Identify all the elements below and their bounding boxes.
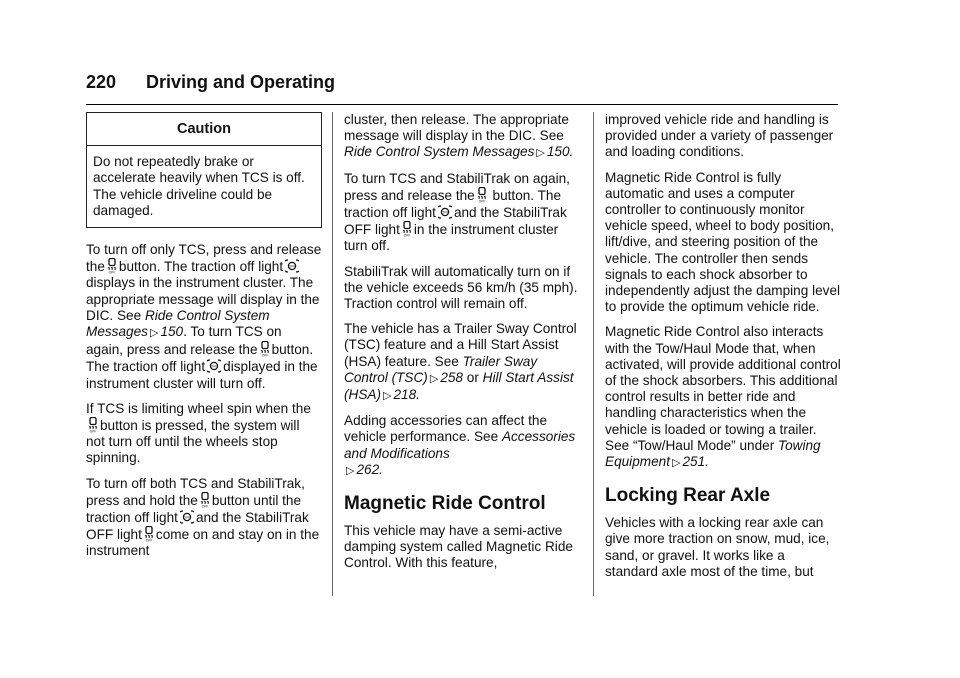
- stabilitrak-off-light-icon: [402, 221, 412, 237]
- text: or: [466, 369, 479, 385]
- page-reference[interactable]: 258: [440, 369, 463, 385]
- caution-title: Caution: [87, 113, 321, 146]
- section-heading-magnetic-ride-control: Magnetic Ride Control: [344, 493, 546, 515]
- right-triangle-icon: ▷: [429, 372, 439, 385]
- svg-text:OFF: OFF: [108, 270, 116, 275]
- svg-text:OFF: OFF: [201, 504, 209, 508]
- svg-text:OFF: OFF: [478, 199, 486, 203]
- text: If TCS is limiting wheel spin when the: [86, 400, 311, 416]
- page-reference[interactable]: 150: [546, 144, 570, 160]
- text: To turn off only TCS, press and release the: [86, 242, 322, 275]
- paragraph: Adding accessories can affect the vehicle performance. See Accessories and Modifications ▷ 262.: [344, 413, 576, 477]
- paragraph: [86, 476, 322, 560]
- traction-off-light-icon: [285, 258, 299, 274]
- svg-text:OFF: OFF: [210, 365, 218, 370]
- paragraph: improved vehicle ride and handling is provided under a variety of passenger and loading conditions.: [605, 112, 834, 160]
- page-reference[interactable]: 262: [356, 461, 380, 477]
- paragraph: The vehicle has a Trailer Sway Control (TSC) feature and a Hill Start Assist (HSA) feature. See Trailer Sway Control (TSC) ▷ 258 or Hill Start Assist (HSA) ▷ 218.: [344, 321, 577, 403]
- caution-box: [86, 112, 322, 228]
- traction-off-light-icon: [180, 509, 194, 525]
- stabilitrak-off-button-icon: [107, 258, 117, 274]
- cross-reference-link[interactable]: Ride Control System Messages: [86, 307, 270, 340]
- text: To turn off both TCS and StabiliTrak, press and hold the: [86, 475, 305, 508]
- text: button. The traction off light: [86, 342, 314, 375]
- page-reference[interactable]: 251: [682, 454, 706, 470]
- column-1: [86, 112, 322, 569]
- text: in the instrument cluster turn off.: [344, 222, 559, 254]
- stabilitrak-off-button-icon: [477, 187, 487, 203]
- text: and the StabiliTrak OFF light: [344, 205, 567, 238]
- text: button. The traction off light: [344, 187, 562, 221]
- column-3: [605, 112, 841, 589]
- paragraph: Magnetic Ride Control is fully automatic and uses a computer controller to continuously monitor vehicle speed, wheel to body position, lift/dive, and steering position of the vehicle. The controller then sends signals to each shock absorber to independently adjust the damping level to provide the optimum vehicle ride.: [605, 169, 841, 315]
- paragraph: [344, 171, 580, 255]
- text: Adding accessories can affect the vehicle performance. See: [344, 413, 548, 445]
- text: To turn TCS and StabiliTrak on again, press and release the: [344, 170, 570, 203]
- paragraph: [86, 401, 322, 467]
- column-2: [344, 112, 580, 581]
- text: cluster, then release. The appropriate message will display in the DIC. See: [344, 112, 569, 144]
- page-reference[interactable]: 150: [160, 324, 184, 340]
- traction-off-light-icon: [207, 358, 221, 374]
- cross-reference-link[interactable]: Hill Start Assist (HSA): [344, 369, 574, 403]
- column-divider: [593, 112, 594, 596]
- text: and the StabiliTrak OFF light: [86, 510, 309, 543]
- svg-text:OFF: OFF: [183, 515, 191, 520]
- cross-reference-link[interactable]: Trailer Sway Control (TSC): [344, 353, 538, 385]
- svg-text:OFF: OFF: [403, 233, 411, 238]
- right-triangle-icon: ▷: [149, 327, 159, 340]
- text: button is pressed, the system will not turn off until the wheels stop spinning.: [86, 418, 300, 466]
- stabilitrak-off-light-icon: [144, 526, 154, 542]
- svg-text:OFF: OFF: [288, 264, 296, 269]
- paragraph: Vehicles with a locking rear axle can give more traction on snow, mud, ice, sand, or gravel. It works like a standard axle most of the time, but: [605, 515, 830, 579]
- paragraph: [86, 242, 322, 392]
- svg-text:OFF: OFF: [89, 429, 97, 434]
- cross-reference-link[interactable]: Ride Control System Messages: [344, 144, 535, 160]
- text: displayed in the instrument cluster will turn off.: [86, 359, 318, 391]
- right-triangle-icon: ▷: [536, 147, 545, 160]
- page-header: [86, 70, 838, 105]
- stabilitrak-off-button-icon: [88, 417, 98, 433]
- page-reference[interactable]: 218: [393, 387, 417, 403]
- paragraph: StabiliTrak will automatically turn on if the vehicle exceeds 56 km/h (35 mph). Traction control will remain off.: [344, 263, 578, 312]
- column-divider: [332, 112, 333, 596]
- text: come on and stay on in the instrument: [86, 527, 320, 559]
- section-heading-locking-rear-axle: Locking Rear Axle: [605, 485, 771, 507]
- svg-text:OFF: OFF: [145, 538, 153, 543]
- stabilitrak-off-button-icon: [200, 492, 210, 508]
- cross-reference-link[interactable]: Accessories and Modifications: [344, 429, 576, 461]
- text: displays in the instrument cluster. The appropriate message will display in the DIC. See: [86, 275, 320, 323]
- text: . To turn TCS on again, press and release the: [86, 324, 282, 358]
- traction-off-light-icon: [438, 204, 452, 220]
- text: The vehicle has a Trailer Sway Control (TSC) feature and a Hill Start Assist (HSA) feature. See: [344, 321, 577, 369]
- svg-text:OFF: OFF: [441, 210, 449, 215]
- cross-reference-link[interactable]: Towing Equipment: [605, 437, 821, 470]
- paragraph: Magnetic Ride Control also interacts with the Tow/Haul Mode that, when activated, will provide additional control of the shock absorbers. This additional control results in better ride and handling characteristics when the vehicle is loaded or towing a trailer. See “Tow/Haul Mode” under Towing Equipment ▷ 251.: [605, 324, 841, 470]
- stabilitrak-off-button-icon: [260, 341, 270, 357]
- text: Magnetic Ride Control also interacts with the Tow/Haul Mode that, when activated, will provide additional control of the shock absorbers. This additional control results in better ride and handling characteristics when the vehicle is loaded or towing a trailer. See “Tow/Haul Mode” under: [605, 324, 841, 453]
- paragraph: cluster, then release. The appropriate message will display in the DIC. See Ride Control System Messages ▷ 150.: [344, 112, 574, 160]
- text: button. The traction off light: [118, 259, 284, 275]
- page-number: 220: [86, 72, 117, 92]
- text: button until the traction off light: [86, 492, 302, 526]
- section-title: Driving and Operating: [146, 72, 336, 92]
- right-triangle-icon: ▷: [672, 457, 681, 470]
- svg-text:OFF: OFF: [261, 353, 268, 358]
- right-triangle-icon: ▷: [383, 390, 392, 403]
- paragraph: This vehicle may have a semi-active damping system called Magnetic Ride Control. With this feature,: [344, 523, 573, 571]
- caution-body: Do not repeatedly brake or accelerate heavily when TCS is off. The vehicle driveline could be damaged.: [93, 154, 305, 218]
- right-triangle-icon: ▷: [346, 464, 355, 477]
